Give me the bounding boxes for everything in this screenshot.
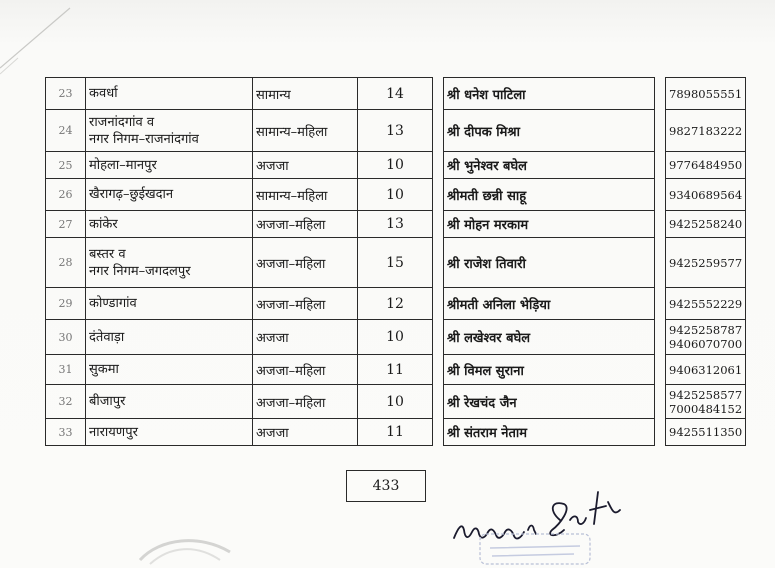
category-text: अजजा–महिला [256,218,326,233]
column-gap [433,211,444,238]
count-cell [358,355,433,385]
column-gap [655,211,666,238]
district-cell [86,320,253,355]
count-text: 11 [386,424,404,440]
table-row [46,355,746,385]
phone-number: 9425258240 [669,217,743,231]
table-row [46,152,746,179]
name-cell [444,179,655,211]
mla-list-table [45,77,746,446]
name-cell [444,78,655,110]
serial-number-text: 29 [58,297,73,310]
phone-number: 9776484950 [669,158,743,172]
person-name: श्रीमती अनिला भेड़िया [447,297,551,313]
count-text: 15 [386,254,404,271]
name-cell [444,355,655,385]
column-gap [433,385,444,419]
category-text: अजजा–महिला [256,256,326,272]
serial-number [46,419,86,446]
district-cell [86,152,253,179]
phone-number: 7000484152 [669,401,743,416]
column-gap [655,419,666,446]
serial-number-text: 24 [58,124,73,137]
district-cell [86,385,253,419]
column-gap [655,320,666,355]
district-name: राजनांदगांव व [89,114,155,130]
table-row [46,385,746,419]
name-cell [444,320,655,355]
phone-cell [666,179,746,211]
district-cell [86,288,253,320]
category-cell [253,238,358,288]
phone-number: 9406070700 [669,337,743,351]
seal-stamp [470,530,610,568]
category-cell [253,179,358,211]
serial-number-text: 33 [58,425,73,439]
category-cell [253,320,358,355]
count-text: 12 [386,295,404,312]
person-name: श्री विमल सुराना [447,363,524,379]
count-cell [358,211,433,238]
count-text: 13 [386,216,404,232]
column-gap [655,110,666,152]
category-cell [253,110,358,152]
table-row [46,288,746,320]
serial-number-text: 23 [58,87,73,100]
district-cell [86,78,253,110]
district-name: कवर्धा [89,86,118,101]
person-name: श्री लखेश्वर बघेल [447,331,531,346]
count-text: 10 [386,157,404,173]
column-gap [433,288,444,320]
column-gap [655,355,666,385]
phone-cell [666,238,746,288]
serial-number-text: 28 [58,256,73,269]
category-text: अजजा [256,426,289,441]
count-cell [358,419,433,446]
phone-cell [666,211,746,238]
phone-number: 9827183222 [669,123,743,138]
count-text: 14 [386,85,404,102]
serial-number [46,179,86,211]
table-row [46,179,746,211]
category-text: अजजा–महिला [256,297,326,313]
district-cell [86,355,253,385]
column-gap [433,238,444,288]
count-cell [358,110,433,152]
table-row [46,211,746,238]
serial-number-text: 30 [58,330,73,344]
phone-number: 7898055551 [669,86,743,101]
serial-number-text: 27 [58,217,73,231]
name-cell [444,238,655,288]
count-cell [358,152,433,179]
phone-cell [666,320,746,355]
district-cell [86,110,253,152]
paper-fold-mark [0,0,120,80]
column-gap [655,385,666,419]
person-name: श्री मोहन मरकाम [447,218,529,233]
district-name: नगर निगम–जगदलपुर [89,263,191,279]
category-text: अजजा [256,331,289,346]
serial-number [46,152,86,179]
count-cell [358,238,433,288]
table-row [46,78,746,110]
serial-number-text: 25 [58,158,73,172]
phone-number: 9425258787 [669,323,743,337]
column-gap [655,288,666,320]
column-gap [433,179,444,211]
table-row [46,320,746,355]
serial-number [46,78,86,110]
serial-number-text: 32 [58,395,73,408]
table-row [46,419,746,446]
count-text: 10 [386,186,404,203]
count-cell [358,288,433,320]
name-cell [444,419,655,446]
category-cell [253,152,358,179]
category-cell [253,78,358,110]
district-name: नारायणपुर [89,424,138,440]
phone-cell [666,355,746,385]
district-name: बीजापुर [89,394,126,409]
column-gap [655,78,666,110]
count-text: 13 [386,122,404,139]
category-cell [253,385,358,419]
category-text: अजजा [256,159,289,174]
count-cell [358,78,433,110]
serial-number-text: 31 [58,363,73,376]
name-cell [444,385,655,419]
column-gap [433,419,444,446]
column-gap [655,179,666,211]
category-text: सामान्य [256,87,291,103]
count-cell [358,179,433,211]
person-name: श्री रेखचंद जैन [447,395,517,411]
category-text: अजजा–महिला [256,395,326,411]
district-name: खैरागढ़–छुईखदान [89,187,174,202]
district-name: बस्तर व [89,246,126,262]
count-text: 10 [386,393,404,410]
phone-cell [666,110,746,152]
count-cell [358,320,433,355]
phone-number: 9425258577 [669,387,743,402]
category-text: सामान्य–महिला [256,188,328,204]
column-gap [433,320,444,355]
category-text: अजजा–महिला [256,363,326,379]
district-name: सुकमा [89,362,119,377]
name-cell [444,110,655,152]
person-name: श्री धनेश पाटिला [447,87,526,103]
district-cell [86,419,253,446]
column-gap [433,152,444,179]
district-cell [86,211,253,238]
serial-number [46,320,86,355]
serial-number [46,110,86,152]
phone-cell [666,419,746,446]
table-row [46,238,746,288]
phone-number: 9406312061 [669,362,743,377]
phone-number: 9425552229 [669,296,743,311]
district-name: नगर निगम–राजनांदगांव [89,131,199,147]
person-name: श्री भुनेश्वर बघेल [447,159,527,174]
district-cell [86,179,253,211]
serial-number [46,211,86,238]
category-cell [253,355,358,385]
total-count: 433 [346,470,426,502]
person-name: श्री राजेश तिवारी [447,256,526,272]
serial-number [46,385,86,419]
serial-number [46,238,86,288]
count-cell [358,385,433,419]
phone-cell [666,152,746,179]
faded-stamp [130,530,250,568]
category-text: सामान्य–महिला [256,124,328,140]
table-row [46,110,746,152]
phone-number: 9425511350 [669,425,743,439]
district-name: दंतेवाड़ा [89,329,125,345]
count-text: 10 [386,329,404,345]
phone-number: 9425259577 [669,255,743,270]
person-name: श्री संतराम नेताम [447,426,528,441]
column-gap [433,355,444,385]
count-text: 11 [386,361,404,378]
name-cell [444,211,655,238]
phone-number: 9340689564 [669,187,743,202]
category-cell [253,419,358,446]
column-gap [433,78,444,110]
name-cell [444,152,655,179]
phone-cell [666,288,746,320]
category-cell [253,288,358,320]
serial-number [46,355,86,385]
serial-number-text: 26 [58,188,73,201]
district-name: कांकेर [89,216,118,232]
person-name: श्रीमती छन्नी साहू [447,188,527,204]
category-cell [253,211,358,238]
column-gap [655,238,666,288]
district-name: कोण्डागांव [89,296,137,311]
column-gap [655,152,666,179]
phone-cell [666,385,746,419]
person-name: श्री दीपक मिश्रा [447,124,520,140]
phone-cell [666,78,746,110]
district-cell [86,238,253,288]
serial-number [46,288,86,320]
column-gap [433,110,444,152]
district-name: मोहला–मानपुर [89,157,157,173]
name-cell [444,288,655,320]
